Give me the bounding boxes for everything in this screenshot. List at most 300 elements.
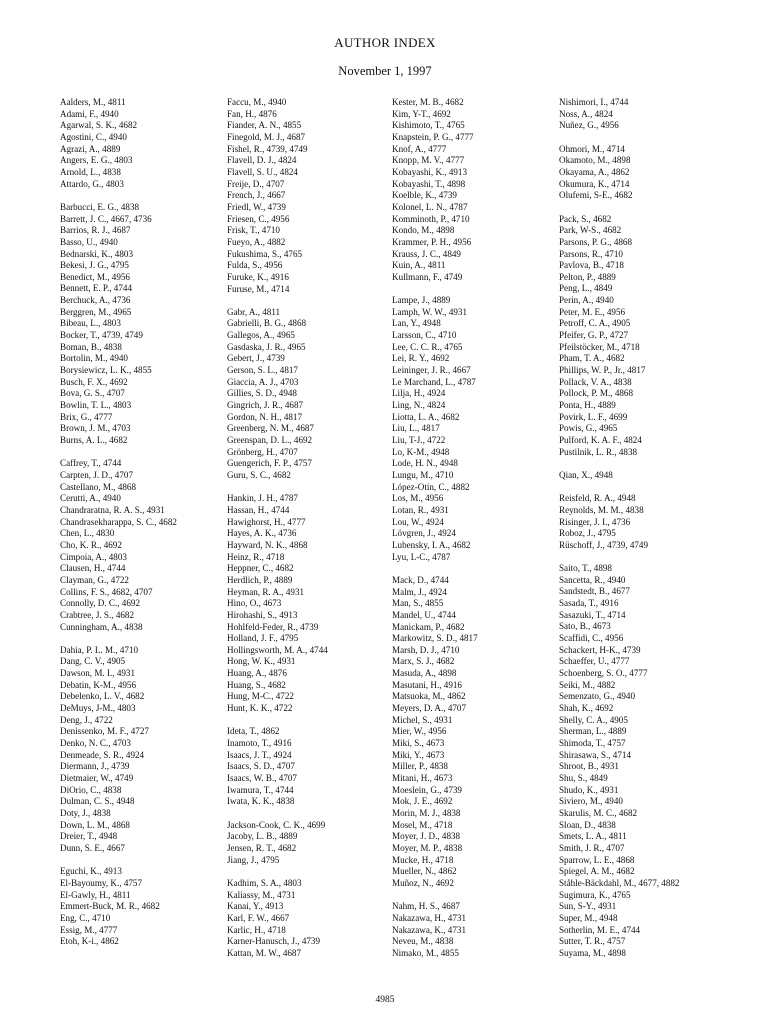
author-entry: Knapstein, P. G., 4777 bbox=[392, 131, 474, 142]
author-entry: Isaacs, W. B., 4707 bbox=[227, 773, 297, 784]
author-entry: Borysiewicz, L. K., 4855 bbox=[60, 365, 152, 376]
author-entry: Friedl, W., 4739 bbox=[227, 201, 286, 212]
author-entry: Hung, M-C., 4722 bbox=[227, 691, 294, 702]
author-entry: Bortolin, M., 4940 bbox=[60, 353, 128, 364]
author-entry: Barbucci, E. G., 4838 bbox=[60, 201, 140, 212]
author-entry: El-Bayoumy, K., 4757 bbox=[60, 877, 143, 888]
author-entry: Debelenko, L. V., 4682 bbox=[60, 691, 145, 702]
author-entry: Mosel, M., 4718 bbox=[392, 819, 453, 830]
author-entry: Pollack, V. A., 4838 bbox=[559, 376, 632, 387]
index-column-2 bbox=[227, 97, 399, 959]
author-entry: Lan, Y., 4948 bbox=[392, 318, 441, 329]
author-entry: Knopp, M. V., 4777 bbox=[392, 155, 465, 166]
author-entry: Bova, G. S., 4707 bbox=[60, 388, 125, 399]
author-entry: Mok, J. E., 4692 bbox=[392, 796, 453, 807]
author-entry: Nimako, M., 4855 bbox=[392, 947, 459, 958]
author-entry: Gerson, S. L., 4817 bbox=[227, 365, 298, 376]
author-entry: Roboz, J., 4795 bbox=[559, 528, 616, 539]
author-entry: Brown, J. M., 4703 bbox=[60, 423, 131, 434]
author-entry: Rüschoff, J., 4739, 4749 bbox=[559, 539, 649, 550]
author-entry: Collins, F. S., 4682, 4707 bbox=[60, 586, 153, 597]
author-entry: Down, L. M., 4868 bbox=[60, 819, 130, 830]
author-entry: Dawson, M. I., 4931 bbox=[60, 668, 136, 679]
author-entry: Huang, A., 4876 bbox=[227, 668, 287, 679]
author-entry: Shah, K., 4692 bbox=[559, 703, 614, 714]
author-entry: Bocker, T., 4739, 4749 bbox=[60, 330, 143, 341]
author-entry: Parsons, R., 4710 bbox=[559, 248, 623, 259]
author-entry: Jacoby, L. B., 4889 bbox=[227, 831, 298, 842]
author-entry: Inamoto, T., 4916 bbox=[227, 738, 292, 749]
author-entry: Pfeifer, G. P., 4727 bbox=[559, 330, 629, 341]
index-column-4 bbox=[559, 97, 731, 959]
author-entry: Agostini, C., 4940 bbox=[60, 131, 127, 142]
author-entry: Lee, C. C. R., 4765 bbox=[392, 341, 463, 352]
author-entry: Super, M., 4948 bbox=[559, 912, 618, 923]
author-entry: Jiang, J., 4795 bbox=[227, 854, 280, 865]
author-entry: Knof, A., 4777 bbox=[392, 143, 447, 154]
author-entry: Krammer, P. H., 4956 bbox=[392, 236, 472, 247]
author-entry: Etoh, K-i., 4862 bbox=[60, 936, 119, 947]
author-entry: Marx, S. J., 4682 bbox=[392, 656, 455, 667]
author-entry: Busch, F. X., 4692 bbox=[60, 376, 128, 387]
author-entry: Connolly, D. C., 4692 bbox=[60, 598, 140, 609]
author-entry: Gabrielli, B. G., 4868 bbox=[227, 318, 307, 329]
author-entry: Gingrich, J. R., 4687 bbox=[227, 400, 304, 411]
author-entry: Masuda, A., 4898 bbox=[392, 668, 457, 679]
author-entry: Saito, T., 4898 bbox=[559, 563, 612, 574]
author-entry: Adami, F., 4940 bbox=[60, 108, 119, 119]
author-entry: Okayama, A., 4862 bbox=[559, 166, 630, 177]
author-entry: Dahia, P. L. M., 4710 bbox=[60, 644, 139, 655]
author-entry: Okamoto, M., 4898 bbox=[559, 155, 631, 166]
author-entry: Jensen, R. T., 4682 bbox=[227, 842, 297, 853]
index-date: November 1, 1997 bbox=[338, 64, 432, 78]
section-gap bbox=[227, 808, 399, 820]
author-entry: Herdlich, P., 4889 bbox=[227, 574, 293, 585]
author-entry: Crabtree, J. S., 4682 bbox=[60, 609, 135, 620]
author-entry: Huang, S., 4682 bbox=[227, 679, 286, 690]
author-entry: Kim, Y-T., 4692 bbox=[392, 108, 451, 119]
author-entry: López-Otín, C., 4882 bbox=[392, 481, 470, 492]
author-entry: Lamph, W. W., 4931 bbox=[392, 306, 468, 317]
author-entry: French, J., 4667 bbox=[227, 190, 286, 201]
author-entry: El-Gawly, H., 4811 bbox=[60, 889, 131, 900]
author-entry: Grönberg, H., 4707 bbox=[227, 446, 298, 457]
author-entry: Fiander, A. N., 4855 bbox=[227, 120, 302, 131]
section-gap bbox=[559, 458, 731, 470]
author-entry: Isaacs, J. T., 4924 bbox=[227, 749, 292, 760]
author-entry: Moyer, J. D., 4838 bbox=[392, 831, 461, 842]
section-gap bbox=[227, 482, 399, 494]
author-entry: Siviero, M., 4940 bbox=[559, 796, 623, 807]
author-entry: Lo, K-M., 4948 bbox=[392, 446, 450, 457]
author-entry: Chen, L., 4830 bbox=[60, 528, 115, 539]
author-entry: Reynolds, M. M., 4838 bbox=[559, 504, 644, 515]
author-entry: Hino, O., 4673 bbox=[227, 598, 282, 609]
author-entry: Pfeilstöcker, M., 4718 bbox=[559, 341, 640, 352]
author-entry: Sasada, T., 4916 bbox=[559, 598, 619, 609]
author-entry: Dreier, T., 4948 bbox=[60, 831, 118, 842]
author-entry: Fishel, R., 4739, 4749 bbox=[227, 143, 308, 154]
author-entry: Muñoz, N., 4692 bbox=[392, 877, 454, 888]
author-entry: Skarulis, M. C., 4682 bbox=[559, 807, 638, 818]
author-entry: Caffrey, T., 4744 bbox=[60, 458, 122, 469]
author-entry: Agarwal, S. K., 4682 bbox=[60, 120, 138, 131]
author-entry: Mier, W., 4956 bbox=[392, 726, 447, 737]
author-entry: Lungu, M., 4710 bbox=[392, 469, 454, 480]
author-entry: Powis, G., 4965 bbox=[559, 423, 618, 434]
author-entry: Noss, A., 4824 bbox=[559, 108, 613, 119]
author-entry: Cimpoia, A., 4803 bbox=[60, 551, 127, 562]
author-entry: Heyman, R. A., 4931 bbox=[227, 586, 305, 597]
page-number: 4985 bbox=[375, 995, 395, 1005]
author-entry: Gasdaska, J. R., 4965 bbox=[227, 341, 306, 352]
author-entry: Lou, W., 4924 bbox=[392, 516, 444, 527]
author-entry: Shimoda, T., 4757 bbox=[559, 738, 626, 749]
author-entry: Diermann, J., 4739 bbox=[60, 761, 130, 772]
author-entry: Kester, M. B., 4682 bbox=[392, 97, 464, 107]
author-entry: Michel, S., 4931 bbox=[392, 714, 453, 725]
author-entry: Mueller, N., 4862 bbox=[392, 866, 457, 877]
author-entry: Dietmaier, W., 4749 bbox=[60, 773, 134, 784]
author-entry: Fulda, S., 4956 bbox=[227, 260, 283, 271]
author-entry: Denissenko, M. F., 4727 bbox=[60, 726, 149, 737]
author-entry: Pavlova, B., 4718 bbox=[559, 260, 624, 271]
author-entry: Sandstedt, B., 4677 bbox=[559, 586, 630, 597]
author-entry: Schackert, H-K., 4739 bbox=[559, 644, 641, 655]
author-entry: Gordon, N. H., 4817 bbox=[227, 411, 303, 422]
author-entry: Nahm, H. S., 4687 bbox=[392, 901, 460, 912]
author-entry: Smets, L. A., 4811 bbox=[559, 831, 627, 842]
author-entry: Kaliassy, M., 4731 bbox=[227, 889, 296, 900]
author-entry: Lyu, L-C., 4787 bbox=[392, 551, 451, 562]
author-entry: Essig, M., 4777 bbox=[60, 924, 118, 935]
author-entry: Isaacs, S. D., 4707 bbox=[227, 761, 295, 772]
author-entry: Koelble, K., 4739 bbox=[392, 190, 457, 201]
section-gap bbox=[227, 295, 399, 307]
author-entry: Le Marchand, L., 4787 bbox=[392, 376, 476, 387]
section-gap bbox=[392, 284, 564, 296]
author-entry: Lode, H. N., 4948 bbox=[392, 458, 458, 469]
author-entry: Hong, W. K., 4931 bbox=[227, 656, 296, 667]
author-entry: Shudo, K., 4931 bbox=[559, 784, 619, 795]
author-entry: Olufemi, S-E., 4682 bbox=[559, 190, 633, 201]
author-entry: Lilja, H., 4924 bbox=[392, 388, 446, 399]
author-entry: Hawighorst, H., 4777 bbox=[227, 516, 306, 527]
author-entry: Liotta, L. A., 4682 bbox=[392, 411, 460, 422]
author-entry: Boman, B., 4838 bbox=[60, 341, 122, 352]
section-gap bbox=[559, 132, 731, 144]
author-entry: Emmert-Buck, M. R., 4682 bbox=[60, 901, 160, 912]
author-entry: Attardo, G., 4803 bbox=[60, 178, 124, 189]
author-entry: Komminoth, P., 4710 bbox=[392, 213, 470, 224]
author-entry: Ideta, T., 4862 bbox=[227, 726, 280, 737]
author-entry: Greenspan, D. L., 4692 bbox=[227, 435, 313, 446]
author-entry: Hassan, H., 4744 bbox=[227, 504, 290, 515]
author-entry: Hohlfeld-Feder, R., 4739 bbox=[227, 621, 319, 632]
author-entry: Frisk, T., 4710 bbox=[227, 225, 280, 236]
author-entry: Denko, N. C., 4703 bbox=[60, 738, 131, 749]
author-entry: Lampe, J., 4889 bbox=[392, 295, 451, 306]
author-entry: Matsuoka, M., 4862 bbox=[392, 691, 466, 702]
author-entry: Larsson, C., 4710 bbox=[392, 330, 457, 341]
author-entry: Hankin, J. H., 4787 bbox=[227, 493, 298, 504]
author-entry: Pelton, P., 4889 bbox=[559, 271, 616, 282]
section-gap bbox=[60, 633, 232, 645]
author-entry: Holland, J. F., 4795 bbox=[227, 633, 299, 644]
author-entry: Kuin, A., 4811 bbox=[392, 260, 446, 271]
author-entry: Karl, F. W., 4667 bbox=[227, 912, 290, 923]
author-entry: Sloan, D., 4838 bbox=[559, 819, 616, 830]
author-entry: Friesen, C., 4956 bbox=[227, 213, 290, 224]
author-entry: Denmeade, S. R., 4924 bbox=[60, 749, 145, 760]
author-entry: Pustilnik, L. R., 4838 bbox=[559, 446, 638, 457]
author-entry: Pack, S., 4682 bbox=[559, 213, 612, 224]
index-column-1 bbox=[60, 97, 232, 948]
author-entry: Smith, J. R., 4707 bbox=[559, 842, 625, 853]
author-entry: Iwamura, T., 4744 bbox=[227, 784, 294, 795]
author-entry: Cunningham, A., 4838 bbox=[60, 621, 143, 632]
author-entry: Bibeau, L., 4803 bbox=[60, 318, 121, 329]
author-entry: Kobayashi, T., 4898 bbox=[392, 178, 466, 189]
author-entry: Eguchi, K., 4913 bbox=[60, 866, 122, 877]
author-entry: Ohmori, M., 4714 bbox=[559, 143, 625, 154]
author-entry: Chandraratna, R. A. S., 4931 bbox=[60, 504, 165, 515]
section-gap bbox=[392, 890, 564, 902]
author-entry: Perin, A., 4940 bbox=[559, 295, 614, 306]
author-entry: Seiki, M., 4882 bbox=[559, 679, 616, 690]
author-entry: Heinz, R., 4718 bbox=[227, 551, 285, 562]
author-entry: Krauss, J. C., 4849 bbox=[392, 248, 461, 259]
author-entry: Malm, J., 4924 bbox=[392, 586, 447, 597]
author-entry: Iwata, K. K., 4838 bbox=[227, 796, 295, 807]
section-gap bbox=[559, 552, 731, 564]
author-entry: Sun, S-Y., 4931 bbox=[559, 901, 617, 912]
author-entry: Aalders, M., 4811 bbox=[60, 97, 126, 107]
author-entry: Peng, L., 4849 bbox=[559, 283, 613, 294]
author-entry: DeMuys, J-M., 4803 bbox=[60, 703, 136, 714]
author-entry: Reisfeld, R. A., 4948 bbox=[559, 493, 636, 504]
author-entry: Dunn, S. E., 4667 bbox=[60, 842, 125, 853]
author-entry: Guru, S. C., 4682 bbox=[227, 469, 291, 480]
author-entry: Pollock, P. M., 4868 bbox=[559, 388, 634, 399]
author-entry: Kattan, M. W., 4687 bbox=[227, 947, 302, 958]
author-entry: Shelly, C. A., 4905 bbox=[559, 714, 628, 725]
author-entry: Manickam, P., 4682 bbox=[392, 621, 465, 632]
author-entry: Bednarski, K., 4803 bbox=[60, 248, 133, 259]
author-entry: Masutani, H., 4916 bbox=[392, 679, 462, 690]
section-gap bbox=[227, 715, 399, 727]
author-entry: Petroff, C. A., 4905 bbox=[559, 318, 631, 329]
section-gap bbox=[559, 202, 731, 214]
author-entry: Miki, S., 4673 bbox=[392, 738, 445, 749]
index-column-3 bbox=[392, 97, 564, 960]
author-entry: Barrios, R. J., 4687 bbox=[60, 225, 131, 236]
author-entry: Miller, P., 4838 bbox=[392, 761, 448, 772]
author-entry: Arnold, L., 4838 bbox=[60, 166, 121, 177]
author-entry: Faccu, M., 4940 bbox=[227, 97, 287, 107]
author-entry: Eng, C., 4710 bbox=[60, 912, 111, 923]
author-entry: Hayward, N. K., 4868 bbox=[227, 539, 308, 550]
author-entry: Furuse, M., 4714 bbox=[227, 283, 290, 294]
author-entry: Sasazuki, T., 4714 bbox=[559, 609, 626, 620]
author-entry: Gallegos, A., 4965 bbox=[227, 330, 295, 341]
author-entry: Mucke, H., 4718 bbox=[392, 854, 454, 865]
author-entry: Scaffidi, C., 4956 bbox=[559, 633, 624, 644]
author-entry: Povirk, L. F., 4699 bbox=[559, 411, 628, 422]
author-entry: Kullmann, F., 4749 bbox=[392, 271, 463, 282]
author-entry: Gabr, A., 4811 bbox=[227, 306, 281, 317]
author-entry: Miki, Y., 4673 bbox=[392, 749, 445, 760]
page-title: AUTHOR INDEX bbox=[334, 35, 436, 50]
author-entry: Peter, M. E., 4956 bbox=[559, 306, 626, 317]
author-entry: Greenberg, N. M., 4687 bbox=[227, 423, 314, 434]
author-entry: Basso, U., 4940 bbox=[60, 236, 118, 247]
author-entry: Mack, D., 4744 bbox=[392, 574, 449, 585]
author-entry: Kolonel, L. N., 4787 bbox=[392, 201, 468, 212]
author-entry: Man, S., 4855 bbox=[392, 598, 444, 609]
author-entry: Sherman, L., 4889 bbox=[559, 726, 627, 737]
author-entry: Ståhle-Bäckdahl, M., 4677, 4882 bbox=[559, 877, 680, 888]
author-entry: Sato, B., 4673 bbox=[559, 621, 611, 632]
author-entry: Kondo, M., 4898 bbox=[392, 225, 455, 236]
author-entry: Bennett, E. P., 4744 bbox=[60, 283, 132, 294]
author-entry: Phillips, W. P., Jr., 4817 bbox=[559, 365, 646, 376]
author-entry: Cho, K. R., 4692 bbox=[60, 539, 122, 550]
author-entry: DiOrio, C., 4838 bbox=[60, 784, 122, 795]
section-gap bbox=[392, 563, 564, 575]
author-entry: Agrazi, A., 4889 bbox=[60, 143, 121, 154]
author-entry: Moyer, M. P., 4838 bbox=[392, 842, 463, 853]
author-entry: Lövgren, J., 4924 bbox=[392, 528, 456, 539]
author-entry: Marsh, D. J., 4710 bbox=[392, 644, 460, 655]
author-entry: Fukushima, S., 4765 bbox=[227, 248, 303, 259]
author-entry: Brix, G., 4777 bbox=[60, 411, 113, 422]
author-entry: Chandrasekharappa, S. C., 4682 bbox=[60, 516, 177, 527]
author-entry: Spiegel, A. M., 4682 bbox=[559, 866, 635, 877]
author-entry: Sugimura, K., 4765 bbox=[559, 889, 631, 900]
author-entry: Clausen, H., 4744 bbox=[60, 563, 126, 574]
author-entry: Bekesi, J. G., 4795 bbox=[60, 260, 129, 271]
author-entry: Nakazawa, K., 4731 bbox=[392, 924, 466, 935]
author-entry: Clayman, G., 4722 bbox=[60, 574, 129, 585]
author-entry: Schoenberg, S. O., 4777 bbox=[559, 668, 648, 679]
section-gap bbox=[559, 482, 731, 494]
author-entry: Morin, M. J., 4838 bbox=[392, 808, 461, 818]
author-entry: Freije, D., 4707 bbox=[227, 178, 285, 189]
author-entry: Flavell, D. J., 4824 bbox=[227, 155, 297, 166]
author-entry: Mandel, U., 4744 bbox=[392, 609, 456, 620]
author-entry: Los, M., 4956 bbox=[392, 493, 444, 504]
author-entry: Deng, J., 4722 bbox=[60, 714, 113, 725]
section-gap bbox=[227, 866, 399, 878]
author-entry: Leininger, J. R., 4667 bbox=[392, 365, 471, 376]
author-entry: Nakazawa, H., 4731 bbox=[392, 912, 466, 923]
author-entry: Shroot, B., 4931 bbox=[559, 761, 619, 772]
author-entry: Kobayashi, K., 4913 bbox=[392, 166, 468, 177]
author-entry: Schaeffer, U., 4777 bbox=[559, 656, 630, 667]
section-gap bbox=[60, 190, 232, 202]
author-entry: Berchuck, A., 4736 bbox=[60, 295, 131, 306]
author-entry: Karlic, H., 4718 bbox=[227, 924, 286, 935]
author-entry: Gillies, S. D., 4948 bbox=[227, 388, 297, 399]
author-entry: Nishimori, I., 4744 bbox=[559, 97, 629, 107]
author-entry: Nuñez, G., 4956 bbox=[559, 120, 619, 131]
author-entry: Risinger, J. I., 4736 bbox=[559, 516, 631, 527]
author-entry: Dulman, C. S., 4948 bbox=[60, 796, 135, 807]
author-entry: Ponta, H., 4889 bbox=[559, 400, 616, 411]
author-entry: Lubensky, I. A., 4682 bbox=[392, 539, 471, 550]
author-entry: Bowlin, T. L., 4803 bbox=[60, 400, 132, 411]
author-entry: Berggren, M., 4965 bbox=[60, 306, 132, 317]
author-entry: Giaccia, A. J., 4703 bbox=[227, 376, 299, 387]
author-entry: Lotan, R., 4931 bbox=[392, 504, 449, 515]
author-entry: Karner-Hanusch, J., 4739 bbox=[227, 936, 321, 947]
author-entry: Okumura, K., 4714 bbox=[559, 178, 630, 189]
author-entry: Fan, H., 4876 bbox=[227, 108, 277, 119]
author-entry: Hollingsworth, M. A., 4744 bbox=[227, 644, 328, 655]
author-entry: Benedict, M., 4956 bbox=[60, 271, 130, 282]
author-entry: Finegold, M. J., 4687 bbox=[227, 131, 306, 142]
author-entry: Flavell, S. U., 4824 bbox=[227, 166, 298, 177]
author-entry: Meyers, D. A., 4707 bbox=[392, 703, 467, 714]
section-gap bbox=[60, 855, 232, 867]
author-entry: Barrett, J. C., 4667, 4736 bbox=[60, 213, 152, 224]
author-entry: Kanai, Y., 4913 bbox=[227, 901, 284, 912]
author-entry: Kadhim, S. A., 4803 bbox=[227, 877, 302, 888]
section-gap bbox=[60, 447, 232, 459]
author-entry: Kishimoto, T., 4765 bbox=[392, 120, 465, 131]
author-entry: Heppner, C., 4682 bbox=[227, 563, 294, 574]
author-entry: Liu, T-J., 4722 bbox=[392, 435, 446, 446]
author-entry: Sparrow, L. E., 4868 bbox=[559, 854, 635, 865]
author-entry: Sutter, T. R., 4757 bbox=[559, 936, 626, 947]
author-entry: Shirasawa, S., 4714 bbox=[559, 749, 631, 760]
author-entry: Castellano, M., 4868 bbox=[60, 481, 137, 492]
author-entry: Hirohashi, S., 4913 bbox=[227, 609, 298, 620]
author-entry: Neveu, M., 4838 bbox=[392, 936, 454, 947]
author-entry: Parsons, P. G., 4868 bbox=[559, 236, 633, 247]
author-entry: Semenzato, G., 4940 bbox=[559, 691, 636, 702]
author-entry: Markowitz, S. D., 4817 bbox=[392, 633, 478, 644]
author-entry: Lei, R. Y., 4692 bbox=[392, 353, 450, 364]
author-entry: Dang, C. V., 4905 bbox=[60, 656, 126, 667]
author-entry: Pulford, K. A. F., 4824 bbox=[559, 435, 642, 445]
author-entry: Carpten, J. D., 4707 bbox=[60, 469, 133, 480]
author-entry: Hunt, K. K., 4722 bbox=[227, 703, 293, 714]
author-entry: Ling, N., 4824 bbox=[392, 400, 446, 411]
author-entry: Cerutti, A., 4940 bbox=[60, 493, 121, 504]
author-entry: Pham, T. A., 4682 bbox=[559, 353, 625, 364]
author-entry: Furuke, K., 4916 bbox=[227, 271, 289, 282]
author-entry: Liu, L., 4817 bbox=[392, 423, 440, 434]
author-entry: Hayes, A. K., 4736 bbox=[227, 528, 297, 539]
author-entry: Mitani, H., 4673 bbox=[392, 773, 453, 784]
author-entry: Shu, S., 4849 bbox=[559, 772, 608, 783]
author-entry: Gebert, J., 4739 bbox=[227, 353, 285, 364]
author-entry: Guengerich, F. P., 4757 bbox=[227, 458, 312, 469]
author-entry: Park, W-S., 4682 bbox=[559, 225, 622, 236]
author-entry: Burns, A. L., 4682 bbox=[60, 435, 128, 446]
author-entry: Qian, X., 4948 bbox=[559, 469, 613, 480]
author-entry: Moeslein, G., 4739 bbox=[392, 784, 462, 795]
author-entry: Doty, J., 4838 bbox=[60, 807, 111, 818]
author-entry: Sotherlin, M. E., 4744 bbox=[559, 924, 641, 935]
author-entry: Sancetta, R., 4940 bbox=[559, 574, 626, 585]
author-entry: Angers, E. G., 4803 bbox=[60, 155, 133, 166]
author-entry: Debatin, K-M., 4956 bbox=[60, 679, 137, 690]
author-entry: Jackson-Cook, C. K., 4699 bbox=[227, 819, 326, 830]
